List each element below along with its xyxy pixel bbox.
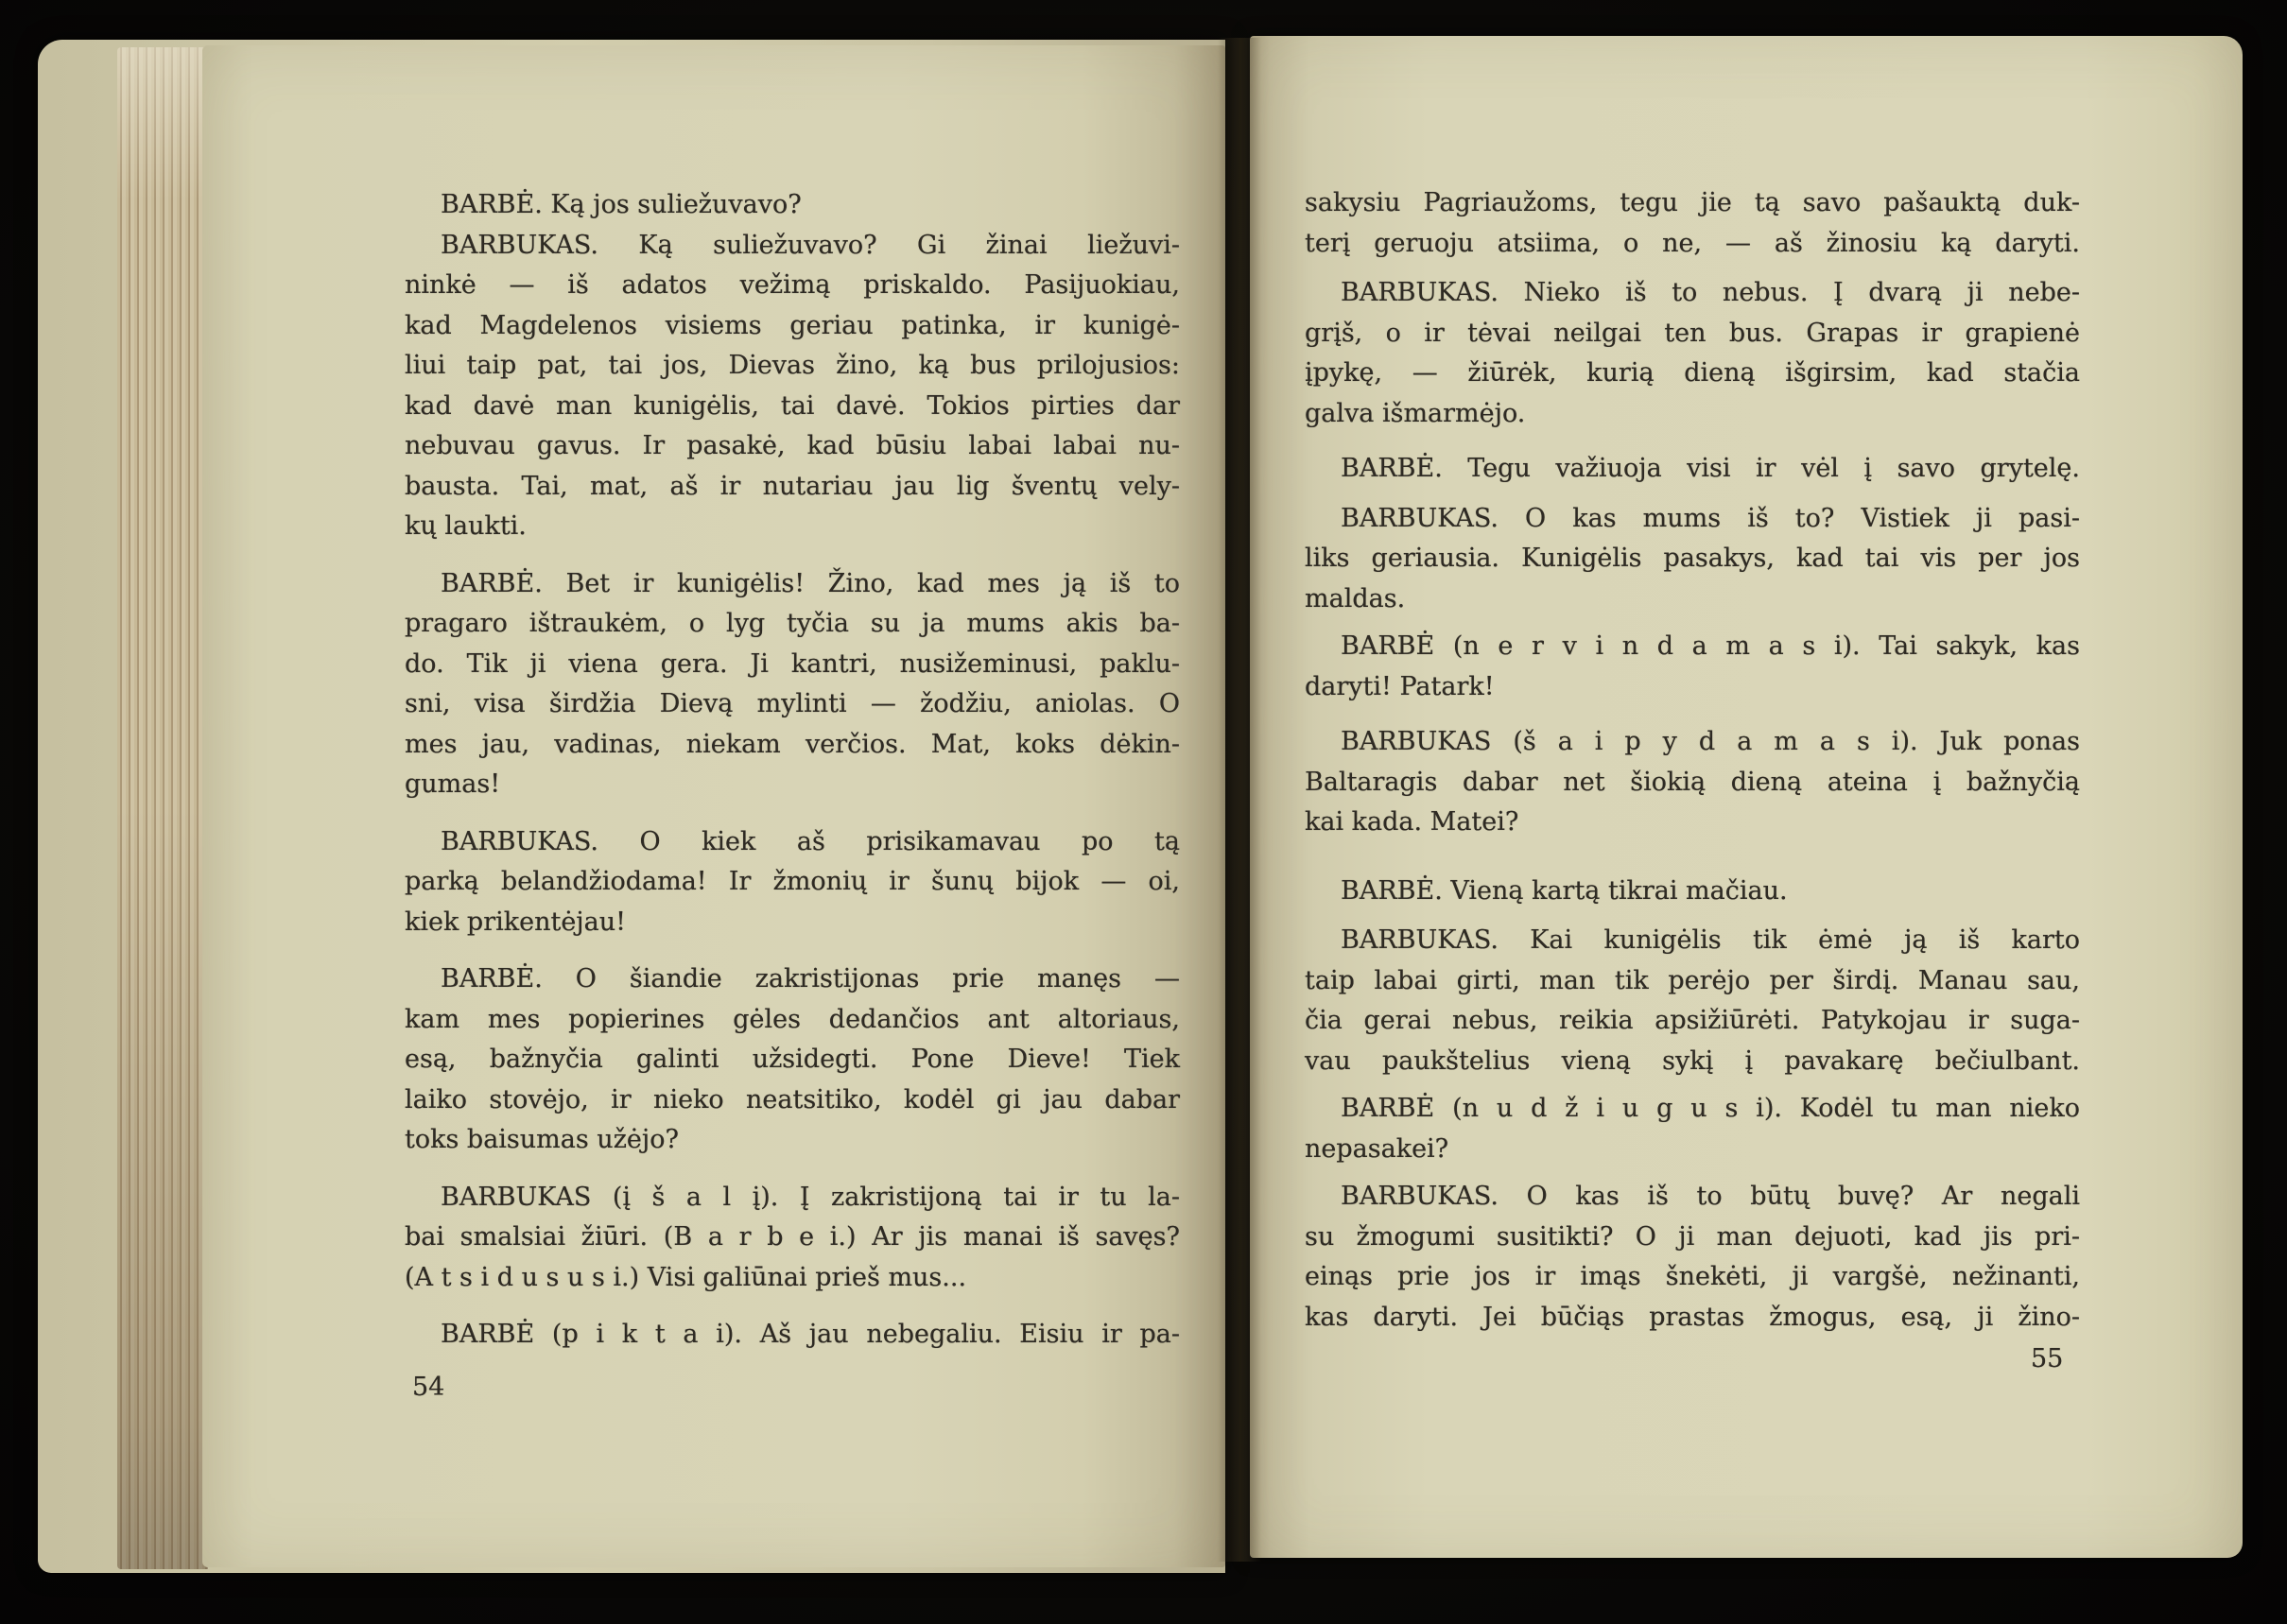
text-line: nebuvau gavus. Ir pasakė, kad būsiu labai labai nu- (405, 431, 1180, 460)
paragraph (1305, 183, 2080, 264)
paragraph (1305, 1089, 2080, 1169)
page-number-right: 55 (2031, 1344, 2064, 1373)
text-line: čia gerai nebus, reikia apsižiūrėti. Patykojau ir suga- (1305, 1006, 2080, 1035)
text-line: liui taip pat, tai jos, Dievas žino, ką bus prilojusios: (405, 351, 1180, 380)
text-line: BARBUKAS (š a i p y d a m a s i). Juk ponas (1341, 727, 2080, 756)
text-line: kad davė man kunigėlis, tai davė. Tokios pirties dar (405, 390, 1180, 421)
text-line: BARBĖ. Ką jos suliežuvavo? (441, 190, 802, 219)
paragraph (1305, 499, 2080, 620)
paragraph (1305, 872, 2080, 912)
text-line: BARBĖ. Tegu važiuoja visi ir vėl į savo grytelę. (1341, 454, 2080, 483)
page-text-left (405, 185, 1180, 1356)
text-line: BARBUKAS. Ką suliežuvavo? Gi žinai liežuvi- (441, 230, 1180, 260)
page-left (202, 45, 1225, 1567)
text-line: BARBUKAS (į š a l į). Į zakristijoną tai ir tu la- (441, 1182, 1180, 1212)
text-line: einąs prie jos ir imąs šnekėti, ji vargšė, nežinanti, (1305, 1262, 2080, 1291)
text-line: bausta. Tai, mat, aš ir nutariau jau lig šventų vely- (405, 471, 1180, 501)
text-line: parką belandžiodama! Ir žmonių ir šunų bijok — oi, (405, 867, 1180, 896)
text-line: laiko stovėjo, ir nieko neatsitiko, kodėl gi jau dabar (405, 1084, 1180, 1114)
text-line: BARBUKAS. O kas iš to būtų buvę? Ar negali (1341, 1182, 2080, 1211)
text-line: su žmogumi susitikti? O ji man dejuoti, kad jis pri- (1305, 1221, 2080, 1252)
text-line: maldas. (1305, 583, 1406, 613)
page-number-left: 54 (412, 1373, 445, 1402)
paragraph (405, 1315, 1180, 1356)
text-line: įpykę, — žiūrėk, kurią dieną išgirsim, kad stačia (1305, 358, 2080, 388)
paragraph (405, 185, 1180, 226)
text-line: kad Magdelenos visiems geriau patinka, ir kunigė- (405, 310, 1180, 340)
text-line: kas daryti. Jei būčiąs prastas žmogus, esą, ji žino- (1305, 1302, 2080, 1332)
paragraph (1305, 722, 2080, 843)
paragraph (405, 822, 1180, 943)
text-line: grįš, o ir tėvai neilgai ten bus. Grapas ir grapienė (1305, 318, 2080, 348)
paragraph (405, 1178, 1180, 1299)
paragraph (1305, 627, 2080, 707)
paragraph (1305, 273, 2080, 434)
paragraph (1305, 1177, 2080, 1338)
text-line: kų laukti. (405, 511, 527, 541)
text-line: nepasakei? (1305, 1133, 1449, 1164)
text-line: mes jau, vadinas, niekam verčios. Mat, koks dėkin- (405, 729, 1180, 759)
text-line: bai smalsiai žiūri. (B a r b e i.) Ar jis manai iš savęs? (405, 1222, 1180, 1252)
text-line: BARBĖ (n u d ž i u g u s i). Kodėl tu man nieko (1341, 1094, 2080, 1123)
text-line: liks geriausia. Kunigėlis pasakys, kad tai vis per jos (1305, 544, 2080, 573)
text-line: vau paukštelius vieną sykį į pavakarę bečiulbant. (1305, 1045, 2080, 1076)
text-line: gumas! (405, 769, 501, 799)
text-line: BARBUKAS. O kas mums iš to? Vistiek ji pasi- (1341, 503, 2080, 533)
paragraph (405, 564, 1180, 805)
text-line: sakysiu Pagriaužoms, tegu jie tą savo pašauktą duk- (1305, 188, 2080, 217)
text-line: BARBĖ. O šiandie zakristijonas prie manęs — (441, 964, 1180, 993)
page-edge-stack (117, 47, 208, 1569)
page-text-right (1305, 183, 2080, 1338)
paragraph (405, 226, 1180, 547)
text-line: Baltaragis dabar net šiokią dieną ateina į bažnyčią (1305, 767, 2080, 797)
text-line: BARBUKAS. Nieko iš to nebus. Į dvarą ji nebe- (1341, 278, 2080, 307)
text-line: BARBĖ. Vieną kartą tikrai mačiau. (1341, 875, 1788, 906)
text-line: terį geruoju atsiima, o ne, — aš žinosiu ką daryti. (1305, 228, 2080, 258)
text-line: BARBĖ (n e r v i n d a m a s i). Tai sakyk, kas (1341, 631, 2080, 661)
text-line: taip labai girti, man tik perėjo per širdį. Manau sau, (1305, 965, 2080, 995)
text-line: ninkė — iš adatos vežimą priskaldo. Pasijuokiau, (405, 270, 1180, 300)
text-line: pragaro ištraukėm, o lyg tyčia su ja mums akis ba- (405, 609, 1180, 638)
text-line: galva išmarmėjo. (1305, 398, 1526, 428)
text-line: kai kada. Matei? (1305, 807, 1519, 837)
text-line: kiek prikentėjau! (405, 907, 627, 937)
text-line: BARBĖ. Bet ir kunigėlis! Žino, kad mes ją iš to (441, 568, 1180, 598)
page-right (1250, 36, 2243, 1558)
text-line: do. Tik ji viena gera. Ji kantri, nusižeminusi, paklu- (405, 648, 1180, 679)
text-line: esą, bažnyčia galinti užsidegti. Pone Dieve! Tiek (405, 1045, 1180, 1074)
text-line: kam mes popierines gėles dedančios ant altoriaus, (405, 1004, 1180, 1034)
text-line: sni, visa širdžia Dievą mylinti — žodžiu, aniolas. O (405, 689, 1180, 718)
text-line: daryti! Patark! (1305, 671, 1495, 701)
text-line: toks baisumas užėjo? (405, 1125, 679, 1154)
text-line: (A t s i d u s u s i.) Visi galiūnai prieš mus... (405, 1262, 967, 1292)
text-line: BARBUKAS. O kiek aš prisikamavau po tą (441, 826, 1180, 856)
paragraph (1305, 449, 2080, 490)
text-line: BARBĖ (p i k t a i). Aš jau nebegaliu. Eisiu ir pa- (441, 1320, 1180, 1349)
text-line: BARBUKAS. Kai kunigėlis tik ėmė ją iš karto (1341, 925, 2080, 955)
paragraph (405, 959, 1180, 1161)
paragraph (1305, 921, 2080, 1081)
